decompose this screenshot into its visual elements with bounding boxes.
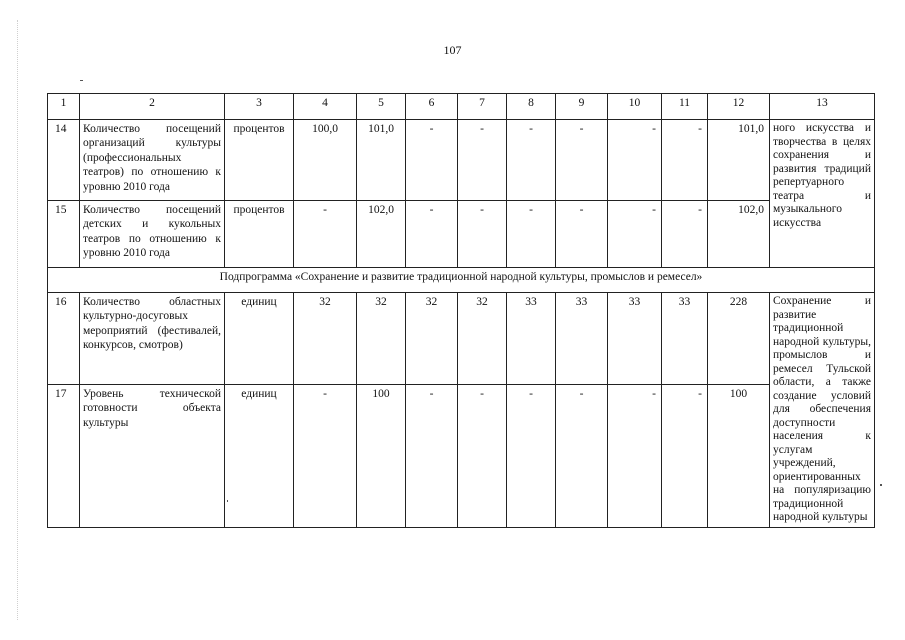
value-cell: -	[608, 384, 662, 527]
value-cell: 32	[357, 293, 406, 385]
value-cell: -	[662, 120, 708, 201]
table-row	[48, 293, 875, 385]
value-cell: -	[507, 201, 556, 268]
row-number: 14	[48, 120, 80, 201]
value-cell: -	[458, 201, 507, 268]
header-cell: 12	[708, 94, 770, 120]
header-cell: 13	[770, 94, 875, 120]
value-cell: 102,0	[357, 201, 406, 268]
page-number: 107	[443, 43, 462, 57]
header-cell: 10	[608, 94, 662, 120]
value-cell: 32	[458, 293, 507, 385]
indicator-name: Уровень технической готовности объекта культуры	[80, 384, 225, 527]
value-cell: 101,0	[357, 120, 406, 201]
value-cell: 100,0	[294, 120, 357, 201]
value-cell: -	[608, 120, 662, 201]
value-cell: 100	[357, 384, 406, 527]
total-cell: 228	[708, 293, 770, 385]
header-cell: 7	[458, 94, 507, 120]
value-cell: 33	[608, 293, 662, 385]
unit-cell: единиц	[225, 384, 294, 527]
value-cell: -	[294, 384, 357, 527]
header-cell: 11	[662, 94, 708, 120]
indicator-name: Количество посещений детских и кукольных театров по отношению к уровню 2010 года	[80, 201, 225, 268]
unit-cell: единиц	[225, 293, 294, 385]
header-cell: 2	[80, 94, 225, 120]
header-cell: 8	[507, 94, 556, 120]
value-cell: 32	[406, 293, 458, 385]
subprogram-title: Подпрограмма «Сохранение и развитие традиционной народной культуры, промыслов и ремесел»	[48, 268, 875, 293]
value-cell: -	[556, 201, 608, 268]
header-cell: 1	[48, 94, 80, 120]
row-number: 16	[48, 293, 80, 385]
header-row	[48, 94, 875, 120]
value-cell: -	[406, 201, 458, 268]
header-cell: 9	[556, 94, 608, 120]
table-row	[48, 120, 875, 201]
goal-cell: ного искусства и творчества в целях сохранения и развития традиций репертуарного театра и музыкального искусства	[770, 120, 875, 268]
value-cell: -	[294, 201, 357, 268]
table-row	[48, 201, 875, 268]
value-cell: -	[406, 384, 458, 527]
value-cell: -	[662, 201, 708, 268]
value-cell: -	[608, 201, 662, 268]
header-cell: 3	[225, 94, 294, 120]
total-cell: 101,0	[708, 120, 770, 201]
value-cell: 33	[662, 293, 708, 385]
value-cell: 32	[294, 293, 357, 385]
table-row	[48, 384, 875, 527]
header-cell: 4	[294, 94, 357, 120]
value-cell: -	[458, 384, 507, 527]
header-cell: 5	[357, 94, 406, 120]
value-cell: -	[556, 384, 608, 527]
value-cell: -	[406, 120, 458, 201]
unit-cell: процентов	[225, 120, 294, 201]
scan-speck	[80, 80, 83, 81]
row-number: 17	[48, 384, 80, 527]
indicator-name: Количество посещений организаций культуры (профессиональных театров) по отношению к уровню 2010 года	[80, 120, 225, 201]
indicators-table	[47, 93, 875, 528]
value-cell: -	[507, 384, 556, 527]
scan-margin-line	[17, 20, 19, 620]
value-cell: 33	[507, 293, 556, 385]
value-cell: -	[458, 120, 507, 201]
subprogram-row	[48, 268, 875, 293]
goal-cell: Сохранение и развитие традиционной народной культуры, промыслов и ремесел Тульской области, а также создание условий для обеспечения доступности населения к услугам учреждений, ориентированных на популяризацию традиционной народной культуры	[770, 293, 875, 528]
value-cell: -	[662, 384, 708, 527]
scan-speck	[880, 484, 882, 486]
unit-cell: процентов	[225, 201, 294, 268]
row-number: 15	[48, 201, 80, 268]
indicator-name: Количество областных культурно-досуговых мероприятий (фестивалей, конкурсов, смотров)	[80, 293, 225, 385]
value-cell: -	[556, 120, 608, 201]
value-cell: 33	[556, 293, 608, 385]
header-cell: 6	[406, 94, 458, 120]
total-cell: 100	[708, 384, 770, 527]
value-cell: -	[507, 120, 556, 201]
total-cell: 102,0	[708, 201, 770, 268]
